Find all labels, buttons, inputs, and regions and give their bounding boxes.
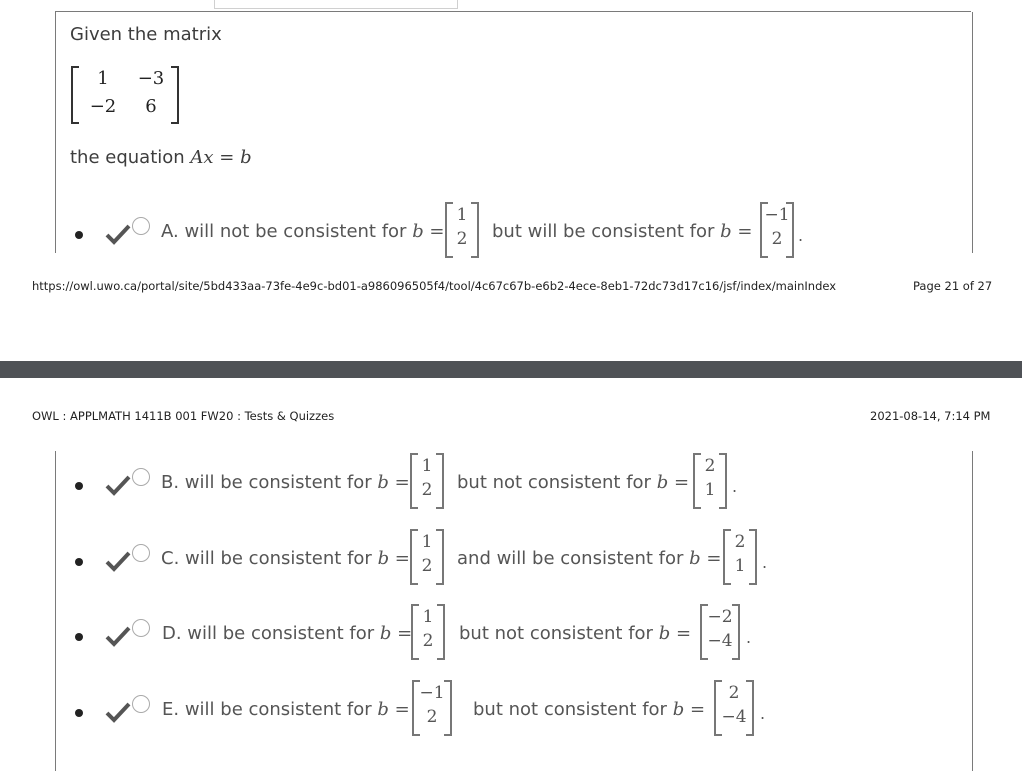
answer-option-e[interactable] xyxy=(56,678,956,738)
vec-entry: 1 xyxy=(421,532,433,552)
option-text-2 xyxy=(492,221,753,242)
vec-entry: 2 xyxy=(734,532,746,552)
vector-b2 xyxy=(700,604,740,660)
vec-entry: 1 xyxy=(456,205,468,225)
coefficient-matrix xyxy=(71,66,179,124)
b-equals: b = xyxy=(412,221,445,242)
vec-entry: 2 xyxy=(422,631,434,651)
answer-option-c[interactable] xyxy=(56,527,956,587)
vector-b1 xyxy=(411,604,445,660)
matrix-cell: 6 xyxy=(145,96,157,117)
period: . xyxy=(732,477,738,496)
check-icon xyxy=(105,223,131,245)
bullet-dot xyxy=(75,709,83,717)
option-b-label-2: but not consistent for xyxy=(457,472,651,493)
vector-b2 xyxy=(693,453,727,509)
equation: Ax = b xyxy=(190,147,252,168)
vec-entry: 2 xyxy=(426,707,438,727)
vec-entry: 2 xyxy=(421,556,433,576)
option-a-label-2: but will be consistent for xyxy=(492,221,715,242)
print-header-title: OWL : APPLMATH 1411B 001 FW20 : Tests & Quizzes xyxy=(32,409,335,423)
matrix-cell: −2 xyxy=(89,96,117,117)
bullet-dot xyxy=(75,231,83,239)
option-text xyxy=(161,548,410,569)
equation-line xyxy=(70,147,252,168)
answer-option-d[interactable] xyxy=(56,602,956,662)
radio-button-d[interactable] xyxy=(132,619,150,637)
vec-entry: 1 xyxy=(421,456,433,476)
b-equals: b = xyxy=(658,623,692,644)
vec-entry: −2 xyxy=(707,607,733,627)
bullet-dot xyxy=(75,482,83,490)
matrix-right-bracket xyxy=(171,66,179,124)
bullet-dot xyxy=(75,633,83,641)
option-text-2 xyxy=(459,623,691,644)
option-d-label-2: but not consistent for xyxy=(459,623,653,644)
footer-url: https://owl.uwo.ca/portal/site/5bd433aa-73fe-4e9c-bd01-a9860965​05f4/tool/4c67c67b-e6b2-4ece-8eb1-72dc73d17c16/jsf/index/mainIndex xyxy=(32,279,837,293)
radio-button-c[interactable] xyxy=(132,544,150,562)
check-icon xyxy=(105,550,131,572)
vector-b2 xyxy=(760,202,794,258)
b-equals: b = xyxy=(377,548,410,569)
b-equals: b = xyxy=(672,699,706,720)
b-equals: b = xyxy=(689,548,722,569)
option-c-label-2: and will be consistent for xyxy=(457,548,684,569)
option-d-label: D. will be consistent for xyxy=(162,623,375,644)
check-icon xyxy=(105,474,131,496)
answer-option-a[interactable] xyxy=(56,200,956,260)
b-equals: b = xyxy=(656,472,690,493)
period: . xyxy=(760,704,766,723)
vector-b1 xyxy=(412,680,452,736)
period: . xyxy=(746,628,752,647)
option-c-label: C. will be consistent for xyxy=(161,548,372,569)
vec-entry: 2 xyxy=(456,229,468,249)
question-box xyxy=(55,12,973,253)
bullet-dot xyxy=(75,558,83,566)
vec-entry: 2 xyxy=(771,229,783,249)
b-equals: b = xyxy=(379,623,413,644)
radio-button-a[interactable] xyxy=(132,217,150,235)
option-text xyxy=(161,472,410,493)
equation-prefix: the equation xyxy=(70,147,185,168)
vec-entry: −4 xyxy=(707,631,733,651)
option-e-label: E. will be consistent for xyxy=(162,699,372,720)
vec-entry: 1 xyxy=(734,556,746,576)
period: . xyxy=(762,553,768,572)
period: . xyxy=(798,226,804,245)
vec-entry: 2 xyxy=(728,683,740,703)
vec-entry: 1 xyxy=(422,607,434,627)
option-e-label-2: but not consistent for xyxy=(473,699,667,720)
check-icon xyxy=(105,701,131,723)
b-equals: b = xyxy=(377,699,410,720)
pdf-page-21 xyxy=(0,0,1022,361)
cut-off-title xyxy=(56,0,151,2)
option-a-label: A. will not be consistent for xyxy=(161,221,407,242)
option-text xyxy=(162,623,412,644)
option-b-label: B. will be consistent for xyxy=(161,472,372,493)
vec-entry: 2 xyxy=(421,480,433,500)
radio-button-e[interactable] xyxy=(132,695,150,713)
option-text xyxy=(161,221,445,242)
check-icon xyxy=(105,625,131,647)
b-equals: b = xyxy=(720,221,753,242)
vec-entry: −1 xyxy=(419,683,445,703)
question-intro: Given the matrix xyxy=(70,24,222,45)
vector-b1 xyxy=(410,453,444,509)
vec-entry: 1 xyxy=(704,480,716,500)
matrix-cell: 1 xyxy=(97,68,109,89)
page-number: Page 21 of 27 xyxy=(913,279,993,293)
option-text-2 xyxy=(457,548,721,569)
answer-option-b[interactable] xyxy=(56,451,956,511)
vector-b1 xyxy=(445,202,479,258)
pdf-page-22 xyxy=(0,378,1022,771)
matrix-cell: −3 xyxy=(137,68,165,89)
option-text-2 xyxy=(457,472,689,493)
question-box-continued xyxy=(55,451,973,771)
cut-off-input xyxy=(214,0,458,9)
matrix-left-bracket xyxy=(71,66,79,124)
b-equals: b = xyxy=(377,472,410,493)
vec-entry: −4 xyxy=(721,707,747,727)
vector-b1 xyxy=(410,529,444,585)
option-text-2 xyxy=(473,699,705,720)
print-header-date: 2021-08-14, 7:14 PM xyxy=(870,409,991,423)
radio-button-b[interactable] xyxy=(132,468,150,486)
vec-entry: −1 xyxy=(764,205,790,225)
page-separator xyxy=(0,361,1022,378)
vector-b2 xyxy=(723,529,757,585)
option-text xyxy=(162,699,410,720)
vec-entry: 2 xyxy=(704,456,716,476)
vector-b2 xyxy=(714,680,754,736)
